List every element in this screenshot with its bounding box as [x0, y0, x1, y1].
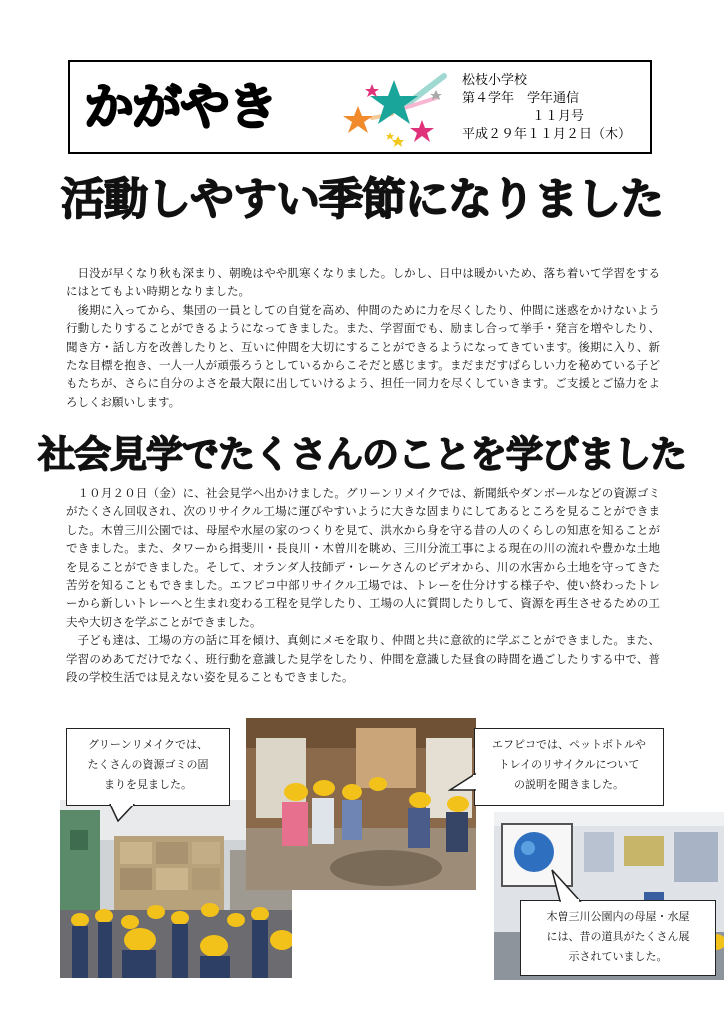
paragraph: 子ども達は、工場の方の話に耳を傾け、真剣にメモを取り、仲間と共に意欲的に学ぶことができました。また、学習のめあてだけでなく、班行動を意識した見学をしたり、仲間を意識した昼食の時間を過ごしたりする中で、普段の学校生活では見えない姿を見ることもできました。	[66, 633, 660, 685]
newsletter-header	[68, 60, 652, 154]
section1-headline: 活動しやすい季節になりました	[61, 174, 663, 225]
caption-line: 木曽三川公園内の母屋・水屋	[546, 910, 690, 923]
caption-line: 示されていました。	[568, 950, 668, 963]
grade-newsletter: 第４学年 学年通信	[462, 91, 580, 106]
caption-green-remake	[66, 728, 230, 806]
caption-kiso-park	[520, 900, 716, 976]
issue-date: 平成２９年１１月２日（木）	[462, 127, 632, 142]
shooting-stars-icon	[332, 68, 452, 152]
school-name: 松枝小学校	[462, 73, 528, 88]
photo-indoor-exhibit	[246, 718, 476, 890]
bubble-tail-icon	[108, 804, 138, 822]
caption-line: エフピコでは、ペットボトルや	[492, 738, 646, 751]
section2-body	[66, 484, 660, 686]
paragraph: 後期に入ってから、集団の一員としての自覚を高め、仲間のために力を尽くしたり、仲間に迷惑をかけないよう行動したりすることができるようになってきました。また、学習面でも、励まし合って挙手・発言を増やしたり、聞き方・話し方を改善したりと、互いに仲間を大切にすることができるようになってきています。後期に入り、新たな目標を抱き、一人一人が頑張ろうとしているからこそだと感じます。まだまだすばらしい力を秘めている子どもたちが、さらに自分のよさを最大限に出していけるよう、担任一同力を尽くしていきます。ご支援とご協力をよろしくお願いします。	[66, 302, 660, 409]
masthead-title: かがやき	[84, 78, 276, 136]
caption-line: たくさんの資源ゴミの固	[87, 758, 209, 771]
paragraph: １０月２０日（金）に、社会見学へ出かけました。グリーンリメイクでは、新聞紙やダンボールなどの資源ゴミがたくさん回収され、次のリサイクル工場に運びやすいように大きな固まりにしてあるところを見ることができました。木曽三川公園では、母屋や水屋の家のつくりを見て、洪水から身を守る昔の人のくらしの知恵を知ることができました。また、タワーから揖斐川・長良川・木曽川を眺め、三川分流工事による現在の川の流れや豊かな土地を見ることができました。そして、オランダ人技師デ・レーケさんのビデオから、川の水害から土地を守ってきた苦労を知ることもできました。エフピコ中部リサイクル工場では、トレーを仕分けする様子や、使い終わったトレーから新しいトレーへと生まれ変わる工程を見学したり、工場の人に質問したりして、資源を再生させるための工夫や大切さを学ぶことができました。	[66, 486, 660, 629]
issue-month: １１月号	[532, 109, 585, 124]
caption-line: まりを見ました。	[104, 778, 192, 791]
bubble-tail-icon	[448, 772, 476, 792]
caption-line: トレイのリサイクルについて	[498, 758, 640, 771]
section2-headline: 社会見学でたくさんのことを学びました	[38, 433, 686, 476]
bubble-tail-icon	[548, 868, 582, 902]
caption-line: には、昔の道具がたくさん展	[546, 930, 690, 943]
caption-line: の説明を聞きました。	[514, 778, 624, 791]
caption-line: グリーンリメイクでは、	[87, 738, 209, 751]
issue-info	[462, 72, 646, 144]
paragraph: 日没が早くなり秋も深まり、朝晩はやや肌寒くなりました。しかし、日中は暖かいため、落ち着いて学習をするにはとてもよい時期となりました。	[66, 266, 660, 299]
section1-body	[66, 264, 660, 411]
caption-efpico	[474, 728, 664, 806]
